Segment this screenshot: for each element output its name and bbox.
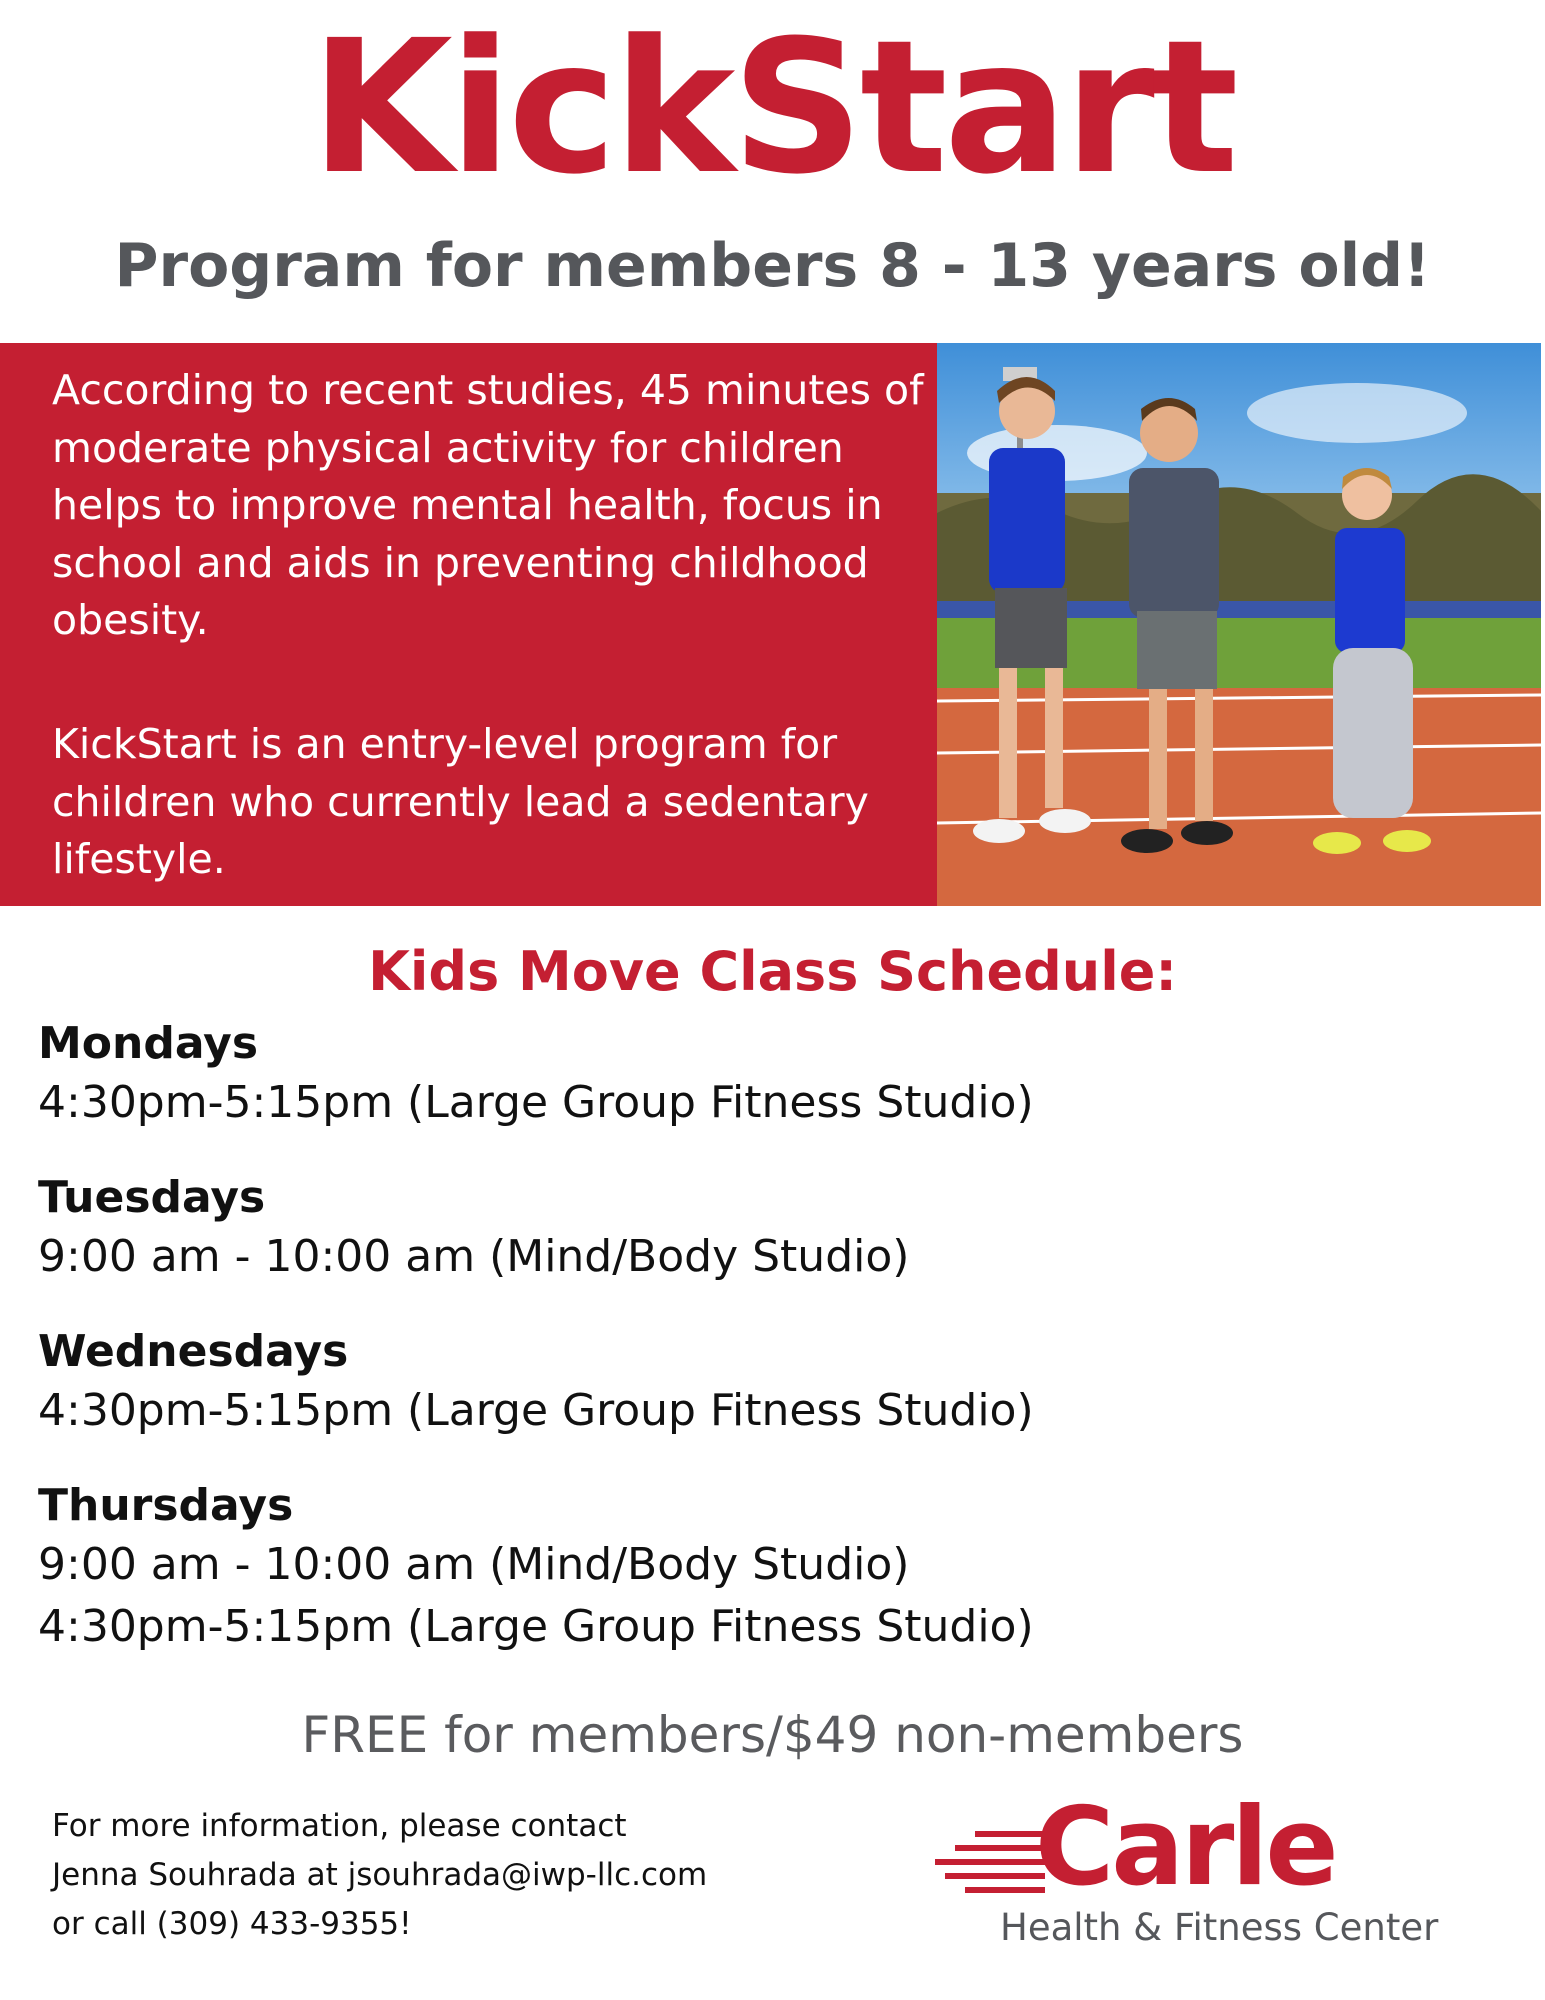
schedule-day-thursdays: Thursdays — [38, 1480, 294, 1531]
schedule-time-tuesdays-1: 9:00 am - 10:00 am (Mind/Body Studio) — [38, 1231, 910, 1282]
schedule-time-wednesdays-1: 4:30pm-5:15pm (Large Group Fitness Studio) — [38, 1385, 1034, 1436]
schedule-day-tuesdays: Tuesdays — [38, 1172, 266, 1223]
logo-tagline: Health & Fitness Center — [1000, 1906, 1439, 1949]
intro-paragraph-1: According to recent studies, 45 minutes of moderate physical activity for children helps to improve mental health, focus in school and aids in preventing childhood obesity. — [52, 366, 924, 644]
schedule-title: Kids Move Class Schedule: — [368, 940, 1177, 1003]
logo-wordmark: Carle — [1035, 1785, 1336, 1910]
schedule-time-thursdays-2: 4:30pm-5:15pm (Large Group Fitness Studio) — [38, 1601, 1034, 1652]
page-subtitle: Program for members 8 - 13 years old! — [114, 231, 1431, 301]
carle-logo — [935, 1785, 1535, 1965]
schedule-time-thursdays-1: 9:00 am - 10:00 am (Mind/Body Studio) — [38, 1539, 910, 1590]
contact-line-1: For more information, please contact — [52, 1808, 627, 1844]
pricing-text: FREE for members/$49 non-members — [301, 1706, 1244, 1764]
contact-line-2: Jenna Souhrada at jsouhrada@iwp-llc.com — [52, 1857, 708, 1893]
schedule-day-mondays: Mondays — [38, 1018, 259, 1069]
contact-info — [52, 1802, 707, 1949]
contact-line-3: or call (309) 433-9355! — [52, 1906, 412, 1942]
intro-paragraph-2: KickStart is an entry-level program for children who currently lead a sedentary lifestyle. — [52, 720, 869, 883]
speed-lines-icon — [935, 1823, 1045, 1913]
schedule-time-mondays-1: 4:30pm-5:15pm (Large Group Fitness Studio) — [38, 1077, 1034, 1128]
schedule-day-wednesdays: Wednesdays — [38, 1326, 349, 1377]
page-title: KickStart — [310, 1, 1235, 215]
kids-stretching-photo — [937, 343, 1541, 906]
